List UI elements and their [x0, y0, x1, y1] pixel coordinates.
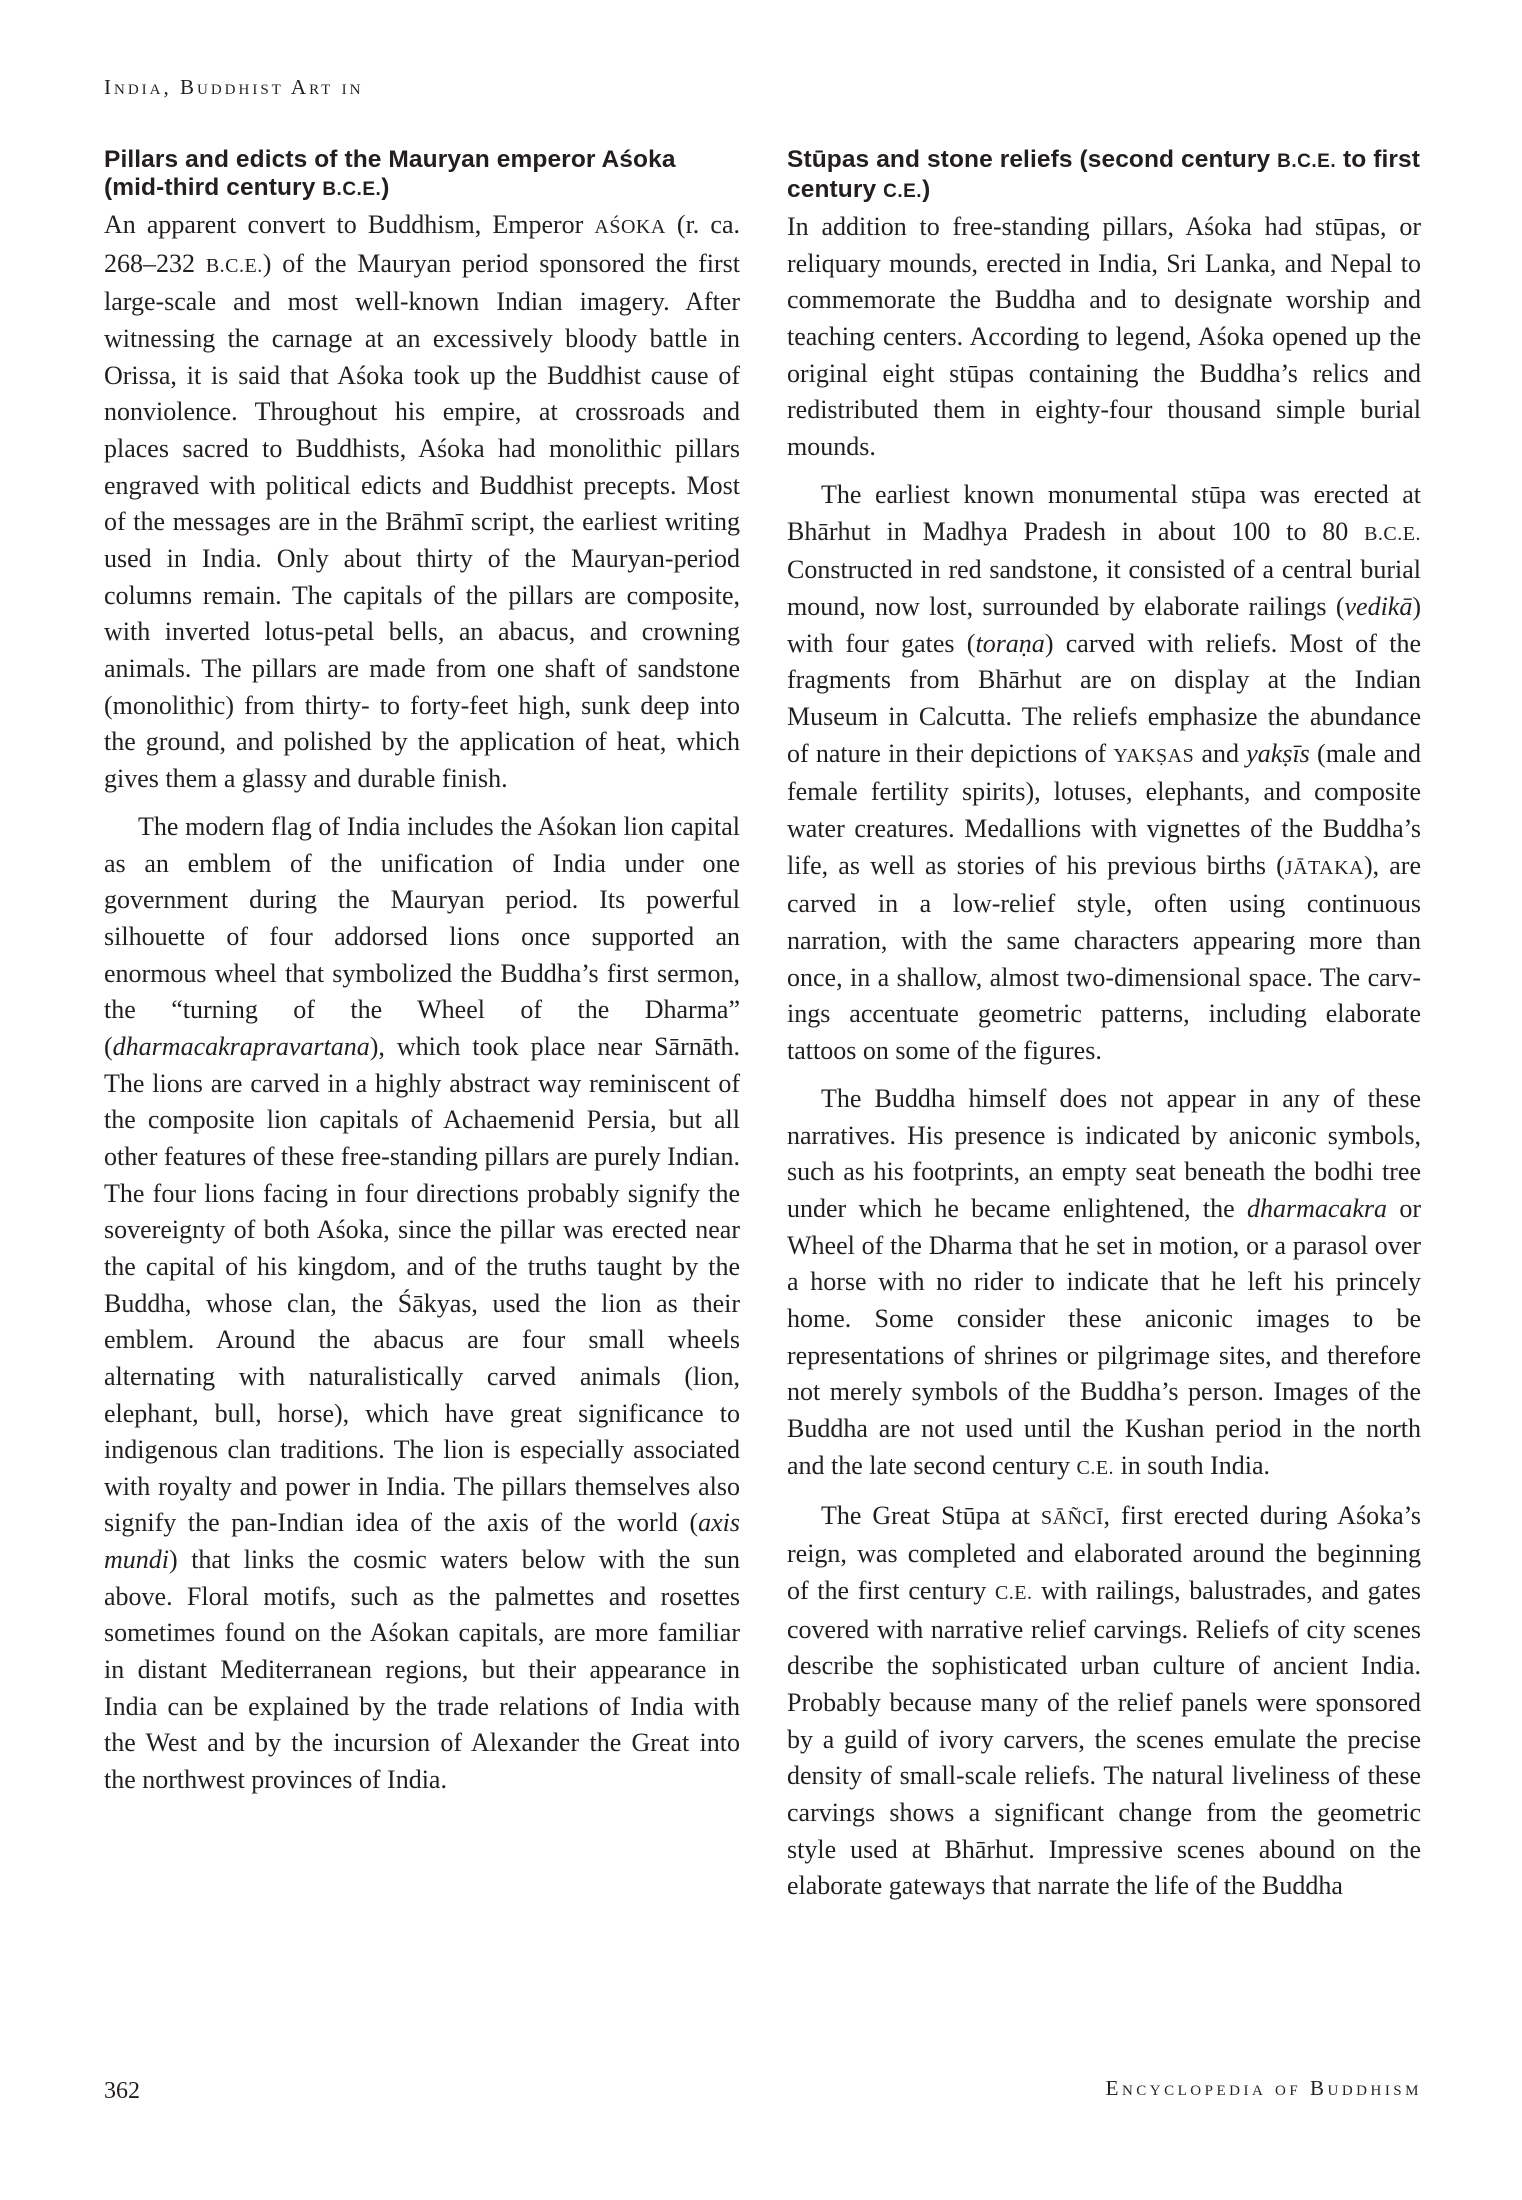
italic-term: dharmacakra — [1246, 1194, 1388, 1224]
heading-era: B.C.E. — [322, 179, 382, 200]
heading-text: Stūpas and stone reliefs (second century — [787, 146, 1278, 173]
section-heading-stupas — [787, 146, 1421, 206]
heading-text: Pillars and edicts of the Mauryan emperor Aśoka (mid-third century — [104, 146, 676, 201]
page-number: 362 — [104, 2078, 140, 2104]
small-caps-term: B.C.E. — [1364, 522, 1421, 545]
small-caps-term: C.E. — [1076, 1456, 1115, 1479]
italic-term: toraṇa — [975, 628, 1045, 658]
running-head: India, Buddhist Art in — [104, 75, 364, 99]
body-paragraph: In addition to free-standing pillars, Aśoka had stūpas, or reliquary mounds, erected in India, Sri Lanka, and Nepal to commemorate the Buddha and to designate worship and teaching centers. According to legend, Aśoka opened up the original eight stūpas containing the Buddha’s relics and redistributed them in eighty-four thousand simple burial mounds. — [787, 212, 1421, 461]
body-paragraph: An apparent convert to Buddhism, Emperor AŚOKA (r. ca. 268–232 B.C.E.) of the Mauryan period sponsored the first large-scale and most well-known Indian imagery. After witnessing the carnage at an excessively bloody battle in Orissa, it is said that Aśoka took up the Buddhist cause of nonviolence. Throughout his empire, at crossroads and places sacred to Buddhists, Aśoka had monolithic pillars engraved with political edicts and Buddhist precepts. Most of the messages are in the Brāhmī script, the earliest writing used in India. Only about thirty of the Mauryan-period columns remain. The capitals of the pillars are composite, with inverted lotus-petal bells, an abacus, and crowning animals. The pillars are made from one shaft of sandstone (monolithic) from thirty- to forty-feet high, sunk deep into the ground, and polished by the application of heat, which gives them a glassy and durable finish. — [104, 210, 740, 793]
small-caps-term: JĀTAKA — [1284, 856, 1364, 879]
body-paragraph: The Buddha himself does not appear in any of these narratives. His presence is indicated by aniconic symbols, such as his footprints, an empty seat beneath the bodhi tree under which he became enlightened, the dharmacakra or Wheel of the Dharma that he set in motion, or a parasol over a horse with no rider to indicate that he left his princely home. Some consider these aniconic images to be representations of shrines or pilgrimage sites, and therefore not merely symbols of the Buddha’s person. Images of the Buddha are not used until the Kushan period in the north and the late second century C.E. in south India. — [787, 1084, 1421, 1480]
italic-term: axis mundi — [104, 1508, 740, 1575]
italic-term: yakṣīs — [1246, 738, 1310, 768]
section-heading-pillars — [104, 146, 740, 204]
right-column — [787, 146, 1421, 1905]
publication-title: Encyclopedia of Buddhism — [1105, 2076, 1422, 2100]
small-caps-term: C.E. — [994, 1582, 1033, 1605]
heading-text-2: to first century — [787, 146, 1421, 203]
small-caps-term: YAKṢAS — [1113, 744, 1195, 767]
right-paragraphs — [787, 209, 1421, 1905]
heading-close: ) — [922, 176, 931, 203]
heading-era: B.C.E. — [1277, 151, 1337, 172]
heading-era-2: C.E. — [883, 181, 923, 202]
heading-close: ) — [381, 174, 390, 201]
small-caps-term: AŚOKA — [594, 216, 666, 238]
small-caps-term: B.C.E. — [205, 254, 263, 277]
body-paragraph: The modern flag of India includes the Aśokan lion capital as an emblem of the unification of India under one government during the Mauryan period. Its powerful silhouette of four addorsed lions once supported an enormous wheel that symbolized the Buddha’s first sermon, the “turning of the Wheel of the Dharma” (dharmacakrapravartana), which took place near Sārnāth. The lions are carved in a highly abstract way reminiscent of the composite lion capitals of Achaemenid Persia, but all other features of these free-standing pillars are purely Indian. The four lions facing in four directions probably signify the sovereignty of both Aśoka, since the pillar was erected near the capital of his kingdom, and of the truths taught by the Buddha, whose clan, the Śākyas, used the lion as their emblem. Around the abacus are four small wheels alternating with naturalistically carved animals (lion, elephant, bull, horse), which have great significance to indigenous clan traditions. The lion is especially associated with royalty and power in India. The pillars themselves also signify the pan-Indian idea of the axis of the world (axis mundi) that links the cosmic waters below with the sun above. Floral motifs, such as the palmettes and rosettes sometimes found on the Aśokan capitals, are more familiar in distant Mediterranean regions, but their appearance in India can be explained by the trade relations of India with the West and by the incursion of Alexander the Great into the northwest provinces of India. — [104, 812, 741, 1795]
italic-term: dharmacakrapravartana — [112, 1031, 370, 1061]
body-paragraph: The earliest known monumental stūpa was erected at Bhārhut in Madhya Pradesh in about 100 to 80 B.C.E. Constructed in red sandstone, it consisted of a central burial mound, now lost, surrounded by elaborate railings (vedikā) with four gates (toraṇa) carved with reliefs. Most of the fragments from Bhārhut are on display at the Indian Museum in Calcutta. The reliefs emphasize the abundance of nature in their depictions of YAKṢAS and yakṣīs (male and female fertility spirits), lotuses, elephants, and composite water creatures. Medallions with vignettes of the Buddha’s life, as well as stories of his previous births (JĀTAKA), are carved in a low-relief style, often using continuous narration, with the same characters appearing more than once, in a shallow, almost two-dimensional space. The carvings accentuate geometric patterns, including elaborate tattoos on some of the figures. — [787, 480, 1421, 1065]
left-column — [104, 146, 740, 1799]
body-paragraph: The Great Stūpa at SĀÑCĪ, first erected during Aśoka’s reign, was completed and elaborated around the beginning of the first century C.E. with railings, balustrades, and gates covered with narrative relief carvings. Reliefs of city scenes describe the sophisticated urban culture of ancient India. Probably because many of the relief panels were sponsored by a guild of ivory carvers, the scenes emulate the precise density of small-scale reliefs. The natural liveliness of these carvings shows a significant change from the geometric style used at Bhārhut. Impressive scenes abound on the elaborate gateways that narrate the life of the Buddha — [787, 1500, 1422, 1901]
small-caps-term: SĀÑCĪ — [1040, 1506, 1104, 1529]
left-paragraphs — [104, 207, 740, 1799]
italic-term: vedikā — [1344, 592, 1413, 622]
